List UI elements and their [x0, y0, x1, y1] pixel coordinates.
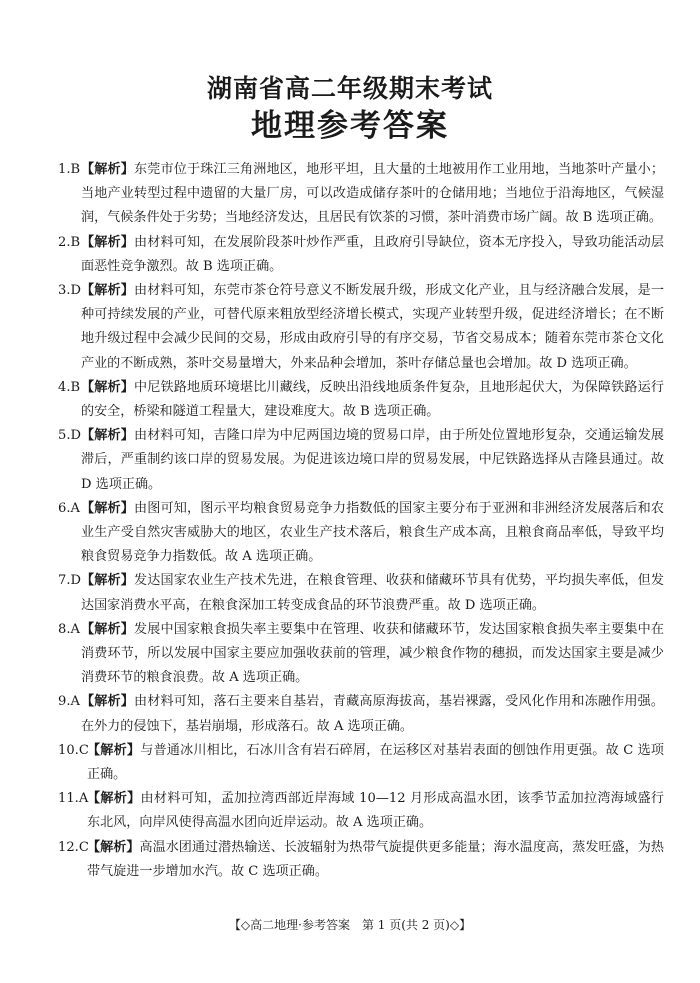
analysis-tag: 【解析】	[81, 694, 135, 710]
answer-text: 由图可知，图示平均粮食贸易竞争力指数低的国家主要分布于亚洲和非洲经济发展落后和农业生产受自然灾害威胁大的地区，农业生产技术落后，粮食生产成本高，且粮食商品率低，导致平均粮食贸易竞争力指数低。故 A 选项正确。	[81, 500, 664, 565]
answer-number: 4.B	[58, 379, 81, 395]
analysis-tag: 【解析】	[81, 379, 135, 395]
answer-text: 由材料可知，落石主要来自基岩，青藏高原海拔高，基岩裸露，受风化作用和冻融作用强。在外力的侵蚀下，基岩崩塌，形成落石。故 A 选项正确。	[81, 694, 664, 734]
answer-item	[58, 618, 664, 691]
answer-item	[58, 787, 664, 835]
answer-list	[58, 158, 664, 884]
answer-number: 6.A	[58, 500, 80, 516]
answer-number: 9.A	[58, 694, 80, 710]
exam-title: 湖南省高二年级期末考试	[206, 74, 493, 103]
answer-item	[58, 497, 664, 570]
document-title: 地理参考答案	[251, 108, 449, 144]
answer-item	[58, 690, 664, 738]
analysis-tag: 【解析】	[87, 791, 141, 807]
analysis-tag: 【解析】	[81, 428, 135, 444]
analysis-tag: 【解析】	[81, 573, 135, 589]
answer-text: 由材料可知，孟加拉湾西部近岸海域 10—12 月形成高温水团，该季节孟加拉湾海域盛行东北风，向岸风使得高温水团向近岸运动。故 A 选项正确。	[87, 791, 665, 831]
answer-number: 11.A	[58, 791, 89, 807]
answer-number: 1.B	[58, 162, 81, 177]
answer-number: 8.A	[58, 621, 80, 637]
answer-text: 东莞市位于珠江三角洲地区，地形平坦，且大量的土地被用作工业用地，当地茶叶产量小；当地产业转型过程中遗留的大量厂房，可以改造成储存茶叶的仓储用地；当地位于沿海地区，气候湿润，气候条件处于劣势；当地经济发达，且居民有饮茶的习惯，茶叶消费市场广阔。故 B 选项正确。	[81, 162, 664, 226]
answer-item	[58, 424, 664, 497]
answer-text: 高温水团通过潜热输送、长波辐射为热带气旋提供更多能量；海水温度高，蒸发旺盛，为热带气旋进一步增加水汽。故 C 选项正确。	[87, 839, 665, 879]
answer-item	[58, 836, 664, 884]
answer-item	[58, 376, 664, 424]
answer-number: 10.C	[58, 742, 89, 758]
answer-text: 发达国家农业生产技术先进，在粮食管理、收获和储藏环节具有优势，平均损失率低，但发达国家消费水平高，在粮食深加工转变成食品的环节浪费严重。故 D 选项正确。	[81, 573, 664, 613]
answer-number: 3.D	[58, 283, 81, 299]
answer-number: 5.D	[58, 428, 81, 444]
answer-item	[58, 231, 664, 279]
answer-item	[58, 569, 664, 617]
answer-text: 由材料可知，吉隆口岸为中尼两国边境的贸易口岸，由于所处位置地形复杂，交通运输发展滞后，严重制约该口岸的贸易发展。为促进该边境口岸的贸易发展，中尼铁路选择从吉隆县通过。故 D 选项正确。	[81, 428, 664, 492]
answer-text: 中尼铁路地质环境堪比川藏线，反映出沿线地质条件复杂，且地形起伏大，为保障铁路运行的安全，桥梁和隧道工程量大，建设难度大。故 B 选项正确。	[81, 379, 664, 420]
analysis-tag: 【解析】	[81, 234, 135, 250]
answer-item	[58, 158, 664, 231]
answer-text: 由材料可知，东莞市茶仓符号意义不断发展升级，形成文化产业，且与经济融合发展，是一种可持续发展的产业，可替代原来粗放型经济增长模式，实现产业转型升级，促进经济增长；在不断地升级过程中会减少民间的交易，形成由政府引导的有序交易，节省交易成本；随着东莞市茶仓文化产业的不断成熟，茶叶交易量增大，外来品种会增加，茶叶存储总量也会增加。故 D 选项正确。	[81, 283, 664, 371]
answer-item	[58, 739, 664, 787]
analysis-tag: 【解析】	[87, 839, 140, 855]
answer-text: 与普通冰川相比，石冰川含有岩石碎屑，在运移区对基岩表面的刨蚀作用更强。故 C 选项正确。	[87, 742, 664, 783]
analysis-tag: 【解析】	[81, 283, 135, 299]
analysis-tag: 【解析】	[87, 742, 141, 758]
answer-number: 12.C	[58, 839, 89, 855]
answer-number: 2.B	[58, 234, 81, 250]
page-footer: 【◇高二地理·参考答案 第 1 页(共 2 页)◇】	[228, 918, 472, 932]
answer-text: 发展中国家粮食损失率主要集中在管理、收获和储藏环节，发达国家粮食损失率主要集中在消费环节，所以发展中国家主要应加强收获前的管理，减少粮食作物的穗损，而发达国家主要是减少消费环节的粮食浪费。故 A 选项正确。	[81, 621, 664, 686]
answer-number: 7.D	[58, 573, 81, 589]
analysis-tag: 【解析】	[81, 500, 135, 516]
answer-item	[58, 279, 664, 376]
analysis-tag: 【解析】	[81, 621, 135, 637]
answer-text: 由材料可知，在发展阶段茶叶炒作严重，且政府引导缺位，资本无序投入，导致功能活动层面恶性竞争激烈。故 B 选项正确。	[81, 234, 664, 274]
analysis-tag: 【解析】	[81, 162, 135, 177]
